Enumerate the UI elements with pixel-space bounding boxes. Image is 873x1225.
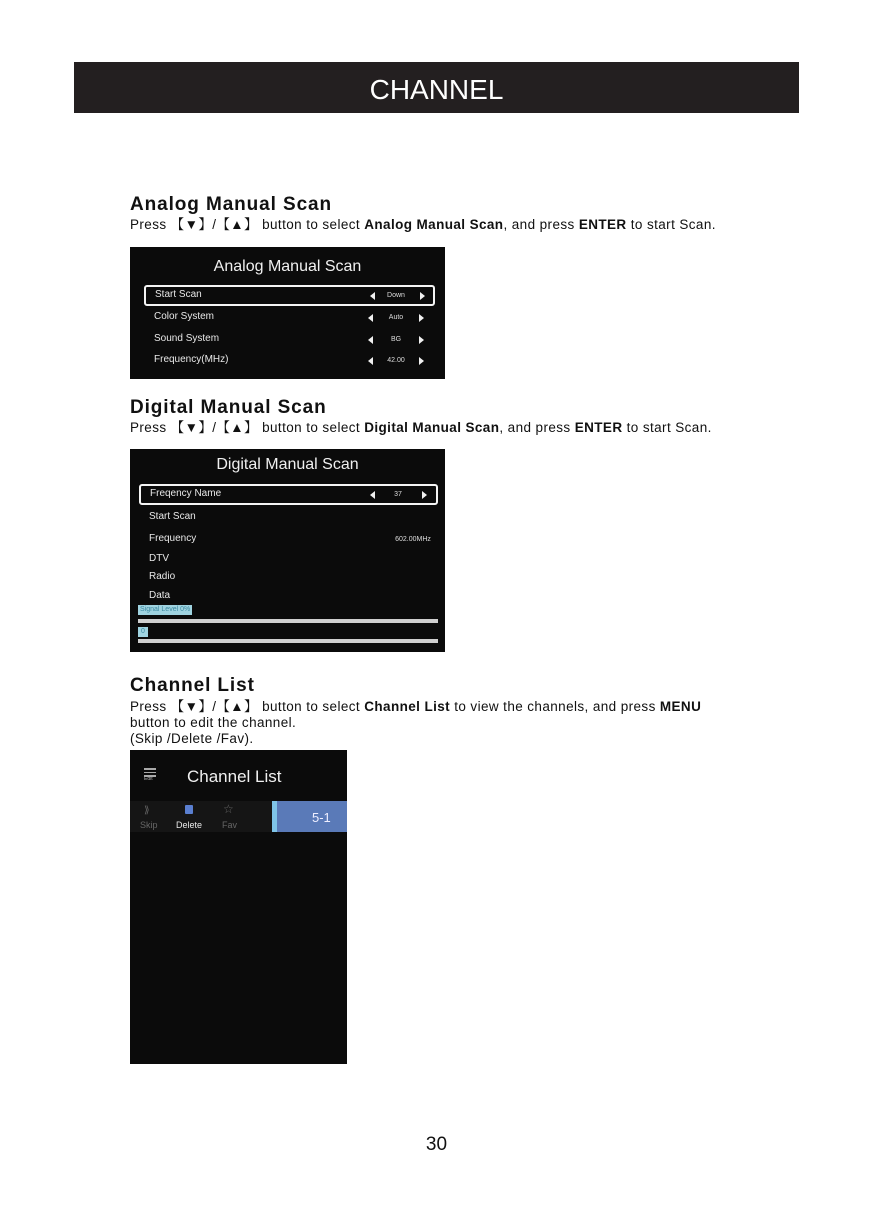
skip-action[interactable]: Skip	[140, 820, 158, 830]
menu-row-frequency: Frequency 602.00MHz	[149, 533, 431, 544]
left-arrow-icon[interactable]	[370, 491, 375, 499]
right-arrow-icon[interactable]	[419, 357, 424, 365]
skip-icon[interactable]: ⟫	[144, 805, 150, 816]
delete-action[interactable]: Delete	[176, 820, 203, 830]
left-arrow-icon[interactable]	[368, 357, 373, 365]
signal-quality-label: 0	[138, 627, 148, 637]
info-row-data: Data	[149, 590, 171, 601]
signal-level-bar	[138, 619, 438, 623]
channel-list-screen-title: Channel List	[187, 767, 282, 786]
left-arrow-icon[interactable]	[370, 292, 375, 300]
right-arrow-icon[interactable]	[422, 491, 427, 499]
menu-row-frequency[interactable]: Frequency(MHz) 42.00	[144, 351, 435, 372]
menu-row-start-scan[interactable]: Start Scan	[149, 511, 196, 522]
digital-instruction: Press 【▼】/【▲】 button to select Digital Manual Scan, and press ENTER to start Scan.	[130, 420, 712, 435]
chapter-title: CHANNEL	[369, 74, 504, 105]
edit-label: Edit	[144, 776, 153, 782]
page-number: 30	[425, 1134, 448, 1155]
star-icon[interactable]: ☆	[223, 802, 234, 816]
right-arrow-icon[interactable]	[419, 314, 424, 322]
menu-row-color-system[interactable]: Color System Auto	[144, 308, 435, 329]
info-row-dtv: DTV	[149, 553, 169, 564]
signal-quality-bar	[138, 639, 438, 643]
left-arrow-icon[interactable]	[368, 314, 373, 322]
digital-heading: Digital Manual Scan	[130, 397, 327, 418]
analog-instruction: Press 【▼】/【▲】 button to select Analog Manual Scan, and press ENTER to start Scan.	[130, 217, 716, 232]
channel-list-instruction-line3: (Skip /Delete /Fav).	[130, 731, 254, 746]
left-arrow-icon[interactable]	[368, 336, 373, 344]
right-arrow-icon[interactable]	[419, 336, 424, 344]
analog-heading: Analog Manual Scan	[130, 194, 333, 215]
analog-scan-screen	[130, 247, 445, 379]
trash-icon[interactable]	[185, 805, 193, 814]
chapter-banner	[74, 62, 799, 113]
signal-level-label: Signal Level 0%	[140, 606, 191, 613]
menu-row-frequency-name[interactable]: Freqency Name 37	[139, 484, 438, 505]
digital-scan-screen	[130, 449, 445, 652]
menu-row-sound-system[interactable]: Sound System BG	[144, 330, 435, 351]
channel-item[interactable]: 5-1	[277, 801, 347, 832]
digital-screen-title: Digital Manual Scan	[216, 456, 359, 473]
fav-action[interactable]: Fav	[222, 820, 238, 830]
right-arrow-icon[interactable]	[420, 292, 425, 300]
analog-screen-title: Analog Manual Scan	[213, 258, 362, 275]
info-row-radio: Radio	[149, 571, 176, 582]
menu-row-start-scan[interactable]: Start Scan Down	[144, 285, 435, 306]
channel-list-instruction-line1: Press 【▼】/【▲】 button to select Channel List to view the channels, and press MENU	[130, 699, 702, 714]
channel-list-heading: Channel List	[130, 675, 255, 696]
channel-list-instruction-line2: button to edit the channel.	[130, 715, 297, 730]
channel-list-screen	[130, 750, 347, 1064]
